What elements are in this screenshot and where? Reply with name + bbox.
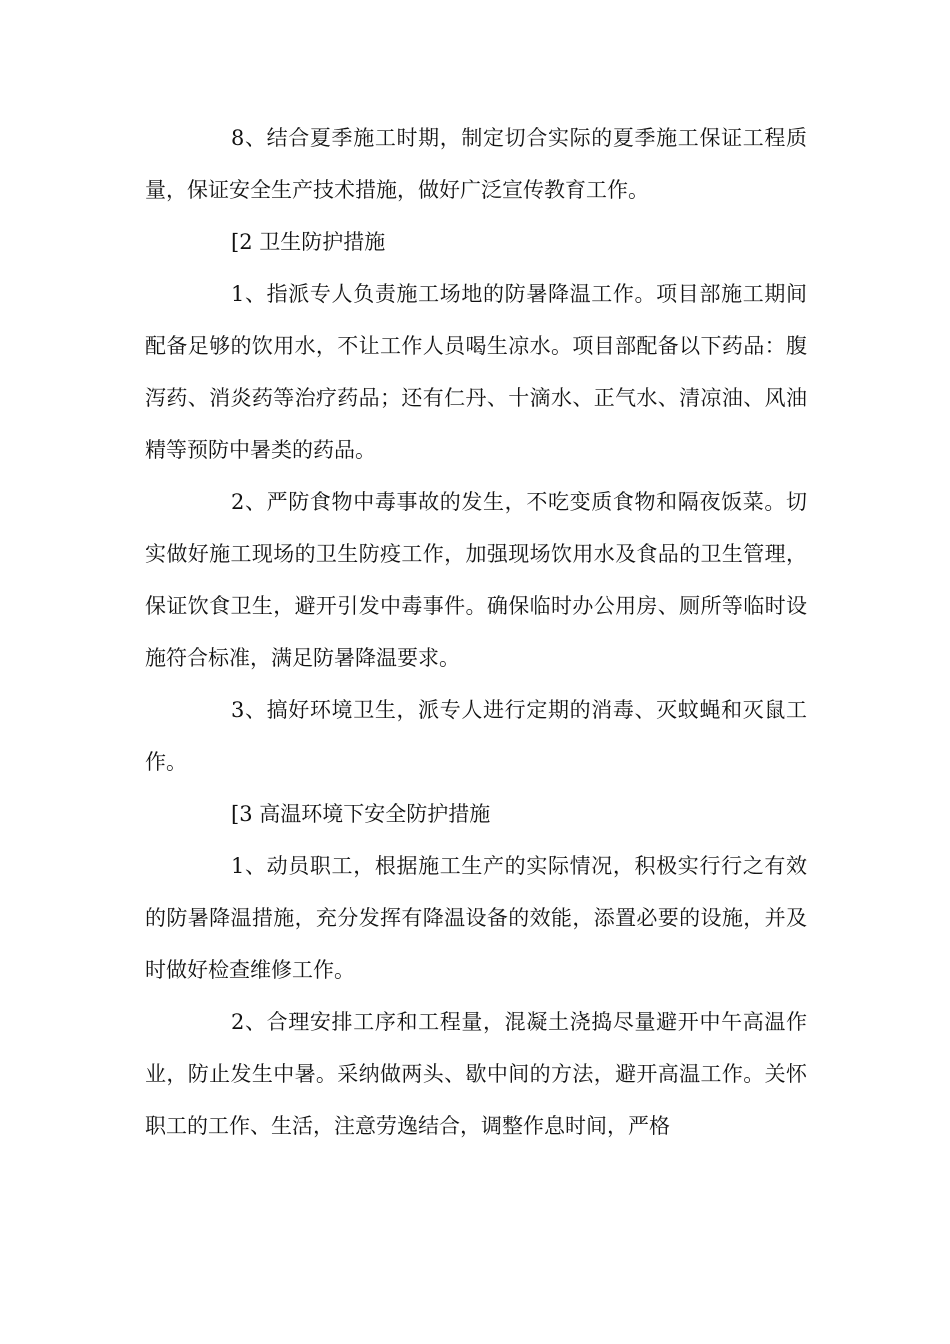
paragraph-hygiene-2: 2、严防食物中毒事故的发生，不吃变质食物和隔夜饭菜。切实做好施工现场的卫生防疫工作，加强现场饮用水及食品的卫生管理，保证饮食卫生，避开引发中毒事件。确保临时办公用房、厕所等临时设施符合标准，满足防暑降温要求。 [145,490,807,670]
paragraph-item-8: 8、结合夏季施工时期，制定切合实际的夏季施工保证工程质量，保证安全生产技术措施，做好广泛宣传教育工作。 [145,126,807,202]
section-heading-heat-safety: [3 高温环境下安全防护措施 [231,802,491,826]
section-heading-hygiene: [2 卫生防护措施 [231,230,386,254]
document-body [145,112,807,1152]
paragraph-hygiene-1: 1、指派专人负责施工场地的防暑降温工作。项目部施工期间配备足够的饮用水，不让工作人员喝生凉水。项目部配备以下药品：腹泻药、消炎药等治疗药品；还有仁丹、十滴水、正气水、清凉油、风油精等预防中暑类的药品。 [145,282,807,462]
paragraph-heat-1: 1、动员职工，根据施工生产的实际情况，积极实行行之有效的防暑降温措施，充分发挥有降温设备的效能，添置必要的设施，并及时做好检查维修工作。 [145,854,807,982]
paragraph-heat-2: 2、合理安排工序和工程量，混凝土浇捣尽量避开中午高温作业，防止发生中暑。采纳做两头、歇中间的方法，避开高温工作。关怀职工的工作、生活，注意劳逸结合，调整作息时间，严格 [145,1010,807,1138]
paragraph-hygiene-3: 3、搞好环境卫生，派专人进行定期的消毒、灭蚊蝇和灭鼠工作。 [145,698,807,774]
